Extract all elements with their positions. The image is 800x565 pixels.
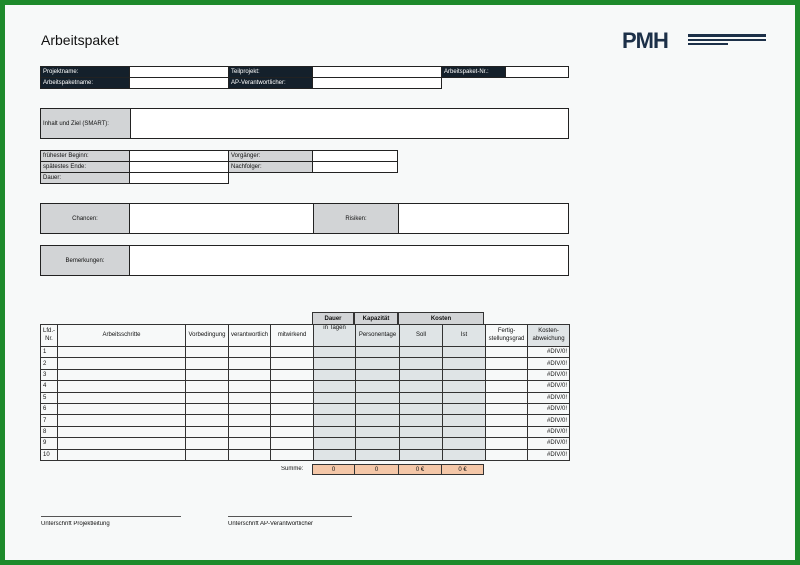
fertigstellungsgrad-cell[interactable] bbox=[486, 369, 528, 380]
arbeitspaketname-field[interactable] bbox=[129, 77, 229, 89]
kostenabweichung-cell: #DIV/0! bbox=[528, 426, 570, 437]
fertigstellungsgrad-cell[interactable] bbox=[486, 381, 528, 392]
ist-cell[interactable] bbox=[443, 392, 486, 403]
soll-cell[interactable] bbox=[400, 369, 443, 380]
soll-cell[interactable] bbox=[400, 438, 443, 449]
dauer-field[interactable] bbox=[129, 172, 229, 184]
signature-ap-verantwortlicher-label: Unterschrift AP-Verantwortlicher bbox=[228, 521, 314, 527]
nachfolger-label: Nachfolger: bbox=[228, 161, 313, 173]
chancen-field[interactable] bbox=[129, 203, 314, 234]
ist-cell[interactable] bbox=[443, 347, 486, 358]
personentage-cell[interactable] bbox=[356, 426, 400, 437]
verantwortlich-cell[interactable] bbox=[229, 438, 271, 449]
soll-cell[interactable] bbox=[400, 392, 443, 403]
inhalt-ziel-label: Inhalt und Ziel (SMART): bbox=[40, 108, 131, 139]
personentage-cell[interactable] bbox=[356, 438, 400, 449]
table-row bbox=[41, 403, 570, 414]
vorbedingung-cell[interactable] bbox=[186, 426, 229, 437]
arbeitsschritt-cell[interactable] bbox=[58, 449, 186, 460]
fertigstellungsgrad-cell[interactable] bbox=[486, 415, 528, 426]
header-vorbedingung: Vorbedingung bbox=[186, 325, 229, 347]
ist-cell[interactable] bbox=[443, 369, 486, 380]
header-arbeitsschritte: Arbeitsschritte bbox=[58, 325, 186, 347]
arbeitspaket-nr-field[interactable] bbox=[505, 66, 569, 78]
vorbedingung-cell[interactable] bbox=[186, 381, 229, 392]
arbeitsschritt-cell[interactable] bbox=[58, 392, 186, 403]
ist-cell[interactable] bbox=[443, 426, 486, 437]
fruehester-beginn-label: frühester Beginn: bbox=[40, 150, 130, 162]
verantwortlich-cell[interactable] bbox=[229, 369, 271, 380]
arbeitsschritt-cell[interactable] bbox=[58, 415, 186, 426]
header-lfd-nr: Lfd.- Nr. bbox=[41, 325, 58, 347]
table-row bbox=[41, 438, 570, 449]
row-number: 1 bbox=[41, 347, 58, 358]
soll-cell[interactable] bbox=[400, 381, 443, 392]
dauer-cell[interactable] bbox=[314, 381, 356, 392]
signature-line-projektleitung bbox=[41, 516, 181, 517]
fertigstellungsgrad-cell[interactable] bbox=[486, 392, 528, 403]
row-number: 5 bbox=[41, 392, 58, 403]
kostenabweichung-cell: #DIV/0! bbox=[528, 381, 570, 392]
table-row bbox=[41, 415, 570, 426]
mitwirkend-cell[interactable] bbox=[271, 403, 314, 414]
verantwortlich-cell[interactable] bbox=[229, 358, 271, 369]
fertigstellungsgrad-cell[interactable] bbox=[486, 403, 528, 414]
ist-cell[interactable] bbox=[443, 438, 486, 449]
personentage-cell[interactable] bbox=[356, 392, 400, 403]
vorbedingung-cell[interactable] bbox=[186, 392, 229, 403]
personentage-cell[interactable] bbox=[356, 347, 400, 358]
arbeitsschritt-cell[interactable] bbox=[58, 347, 186, 358]
table-row bbox=[41, 358, 570, 369]
vorbedingung-cell[interactable] bbox=[186, 369, 229, 380]
header-ist: Ist bbox=[443, 325, 486, 347]
header-verantwortlich: verantwortlich bbox=[229, 325, 271, 347]
fertigstellungsgrad-cell[interactable] bbox=[486, 347, 528, 358]
fertigstellungsgrad-cell[interactable] bbox=[486, 426, 528, 437]
table-row bbox=[41, 449, 570, 460]
ap-verantwortlicher-label: AP-Verantwortlicher: bbox=[228, 77, 313, 89]
arbeitsschritt-cell[interactable] bbox=[58, 369, 186, 380]
logo-text: PMH bbox=[622, 29, 668, 51]
soll-cell[interactable] bbox=[400, 358, 443, 369]
mitwirkend-cell[interactable] bbox=[271, 369, 314, 380]
mitwirkend-cell[interactable] bbox=[271, 392, 314, 403]
kostenabweichung-cell: #DIV/0! bbox=[528, 403, 570, 414]
inhalt-ziel-field[interactable] bbox=[130, 108, 569, 139]
vorgaenger-label: Vorgänger: bbox=[228, 150, 313, 162]
personentage-cell[interactable] bbox=[356, 449, 400, 460]
ist-cell[interactable] bbox=[443, 358, 486, 369]
personentage-cell[interactable] bbox=[356, 358, 400, 369]
dauer-cell[interactable] bbox=[314, 449, 356, 460]
projektname-label: Projektname: bbox=[40, 66, 130, 78]
fertigstellungsgrad-cell[interactable] bbox=[486, 358, 528, 369]
ist-cell[interactable] bbox=[443, 449, 486, 460]
arbeitsschritt-cell[interactable] bbox=[58, 381, 186, 392]
arbeitsschritt-cell[interactable] bbox=[58, 403, 186, 414]
vorbedingung-cell[interactable] bbox=[186, 358, 229, 369]
row-number: 8 bbox=[41, 426, 58, 437]
table-row bbox=[41, 369, 570, 380]
dauer-cell[interactable] bbox=[314, 438, 356, 449]
dauer-cell[interactable] bbox=[314, 369, 356, 380]
signature-projektleitung-label: Unterschrift Projektleitung bbox=[41, 521, 110, 527]
vorbedingung-cell[interactable] bbox=[186, 347, 229, 358]
dauer-label: Dauer: bbox=[40, 172, 130, 184]
ist-cell[interactable] bbox=[443, 415, 486, 426]
vorbedingung-cell[interactable] bbox=[186, 449, 229, 460]
table-header-row bbox=[41, 325, 570, 347]
personentage-cell[interactable] bbox=[356, 415, 400, 426]
row-number: 9 bbox=[41, 438, 58, 449]
header-kostenabweichung: Kosten- abweichung bbox=[528, 325, 570, 347]
kostenabweichung-cell: #DIV/0! bbox=[528, 449, 570, 460]
ist-cell[interactable] bbox=[443, 381, 486, 392]
mitwirkend-cell[interactable] bbox=[271, 438, 314, 449]
arbeitsschritt-cell[interactable] bbox=[58, 358, 186, 369]
row-number: 6 bbox=[41, 403, 58, 414]
personentage-cell[interactable] bbox=[356, 403, 400, 414]
vorbedingung-cell[interactable] bbox=[186, 415, 229, 426]
summe-dauer: 0 bbox=[312, 464, 355, 475]
dauer-cell[interactable] bbox=[314, 392, 356, 403]
risiken-field[interactable] bbox=[398, 203, 569, 234]
mitwirkend-cell[interactable] bbox=[271, 358, 314, 369]
kostenabweichung-cell: #DIV/0! bbox=[528, 369, 570, 380]
header-fertigstellungsgrad: Fertig- stellungsgrad bbox=[486, 325, 528, 347]
soll-cell[interactable] bbox=[400, 415, 443, 426]
table-row bbox=[41, 347, 570, 358]
verantwortlich-cell[interactable] bbox=[229, 381, 271, 392]
arbeitsschritt-cell[interactable] bbox=[58, 426, 186, 437]
kostenabweichung-cell: #DIV/0! bbox=[528, 347, 570, 358]
mitwirkend-cell[interactable] bbox=[271, 415, 314, 426]
verantwortlich-cell[interactable] bbox=[229, 403, 271, 414]
vorbedingung-cell[interactable] bbox=[186, 403, 229, 414]
table-row bbox=[41, 426, 570, 437]
summe-personentage: 0 bbox=[354, 464, 399, 475]
soll-cell[interactable] bbox=[400, 403, 443, 414]
dauer-cell[interactable] bbox=[314, 415, 356, 426]
logo-graphic bbox=[622, 29, 772, 51]
arbeitsschritte-table bbox=[40, 324, 570, 461]
bemerkungen-label: Bemerkungen: bbox=[40, 245, 130, 276]
dauer-cell[interactable] bbox=[314, 426, 356, 437]
mitwirkend-cell[interactable] bbox=[271, 347, 314, 358]
header-mitwirkend: mitwirkend bbox=[271, 325, 314, 347]
summe-ist: 0 € bbox=[441, 464, 484, 475]
kosten-group-header: Kosten bbox=[398, 312, 484, 325]
page-title: Arbeitspaket bbox=[41, 32, 119, 48]
ap-verantwortlicher-field[interactable] bbox=[312, 77, 442, 89]
summe-soll: 0 € bbox=[398, 464, 442, 475]
spaetestes-ende-label: spätestes Ende: bbox=[40, 161, 130, 173]
document-sheet bbox=[5, 5, 795, 560]
dauer-group-header: Dauer bbox=[312, 312, 354, 325]
summe-label: Summe: bbox=[281, 466, 304, 472]
row-number: 10 bbox=[41, 449, 58, 460]
pmh-logo bbox=[622, 29, 772, 51]
row-number: 2 bbox=[41, 358, 58, 369]
kostenabweichung-cell: #DIV/0! bbox=[528, 358, 570, 369]
fertigstellungsgrad-cell[interactable] bbox=[486, 438, 528, 449]
risiken-label: Risiken: bbox=[313, 203, 399, 234]
kostenabweichung-cell: #DIV/0! bbox=[528, 392, 570, 403]
soll-cell[interactable] bbox=[400, 426, 443, 437]
kostenabweichung-cell: #DIV/0! bbox=[528, 415, 570, 426]
header-personentage: Personentage bbox=[356, 325, 400, 347]
teilprojekt-label: Teilprojekt: bbox=[228, 66, 313, 78]
kostenabweichung-cell: #DIV/0! bbox=[528, 438, 570, 449]
bemerkungen-field[interactable] bbox=[129, 245, 569, 276]
kapazitaet-group-header: Kapazität bbox=[354, 312, 398, 325]
row-number: 7 bbox=[41, 415, 58, 426]
table-row bbox=[41, 392, 570, 403]
header-soll: Soll bbox=[400, 325, 443, 347]
verantwortlich-cell[interactable] bbox=[229, 347, 271, 358]
arbeitsschritt-cell[interactable] bbox=[58, 438, 186, 449]
vorbedingung-cell[interactable] bbox=[186, 438, 229, 449]
mitwirkend-cell[interactable] bbox=[271, 426, 314, 437]
verantwortlich-cell[interactable] bbox=[229, 449, 271, 460]
dauer-cell[interactable] bbox=[314, 403, 356, 414]
row-number: 3 bbox=[41, 369, 58, 380]
header-dauer-in-tagen: in Tagen bbox=[314, 325, 356, 347]
personentage-cell[interactable] bbox=[356, 369, 400, 380]
personentage-cell[interactable] bbox=[356, 381, 400, 392]
dauer-cell[interactable] bbox=[314, 347, 356, 358]
arbeitspaket-nr-label: Arbeitspaket-Nr.: bbox=[441, 66, 506, 78]
table-row bbox=[41, 381, 570, 392]
verantwortlich-cell[interactable] bbox=[229, 426, 271, 437]
signature-line-ap-verantwortlicher bbox=[228, 516, 352, 517]
verantwortlich-cell[interactable] bbox=[229, 415, 271, 426]
arbeitspaketname-label: Arbeitspaketname: bbox=[40, 77, 130, 89]
chancen-label: Chancen: bbox=[40, 203, 130, 234]
fertigstellungsgrad-cell[interactable] bbox=[486, 449, 528, 460]
soll-cell[interactable] bbox=[400, 347, 443, 358]
dauer-cell[interactable] bbox=[314, 358, 356, 369]
verantwortlich-cell[interactable] bbox=[229, 392, 271, 403]
row-number: 4 bbox=[41, 381, 58, 392]
mitwirkend-cell[interactable] bbox=[271, 449, 314, 460]
nachfolger-field[interactable] bbox=[312, 161, 398, 173]
mitwirkend-cell[interactable] bbox=[271, 381, 314, 392]
soll-cell[interactable] bbox=[400, 449, 443, 460]
ist-cell[interactable] bbox=[443, 403, 486, 414]
